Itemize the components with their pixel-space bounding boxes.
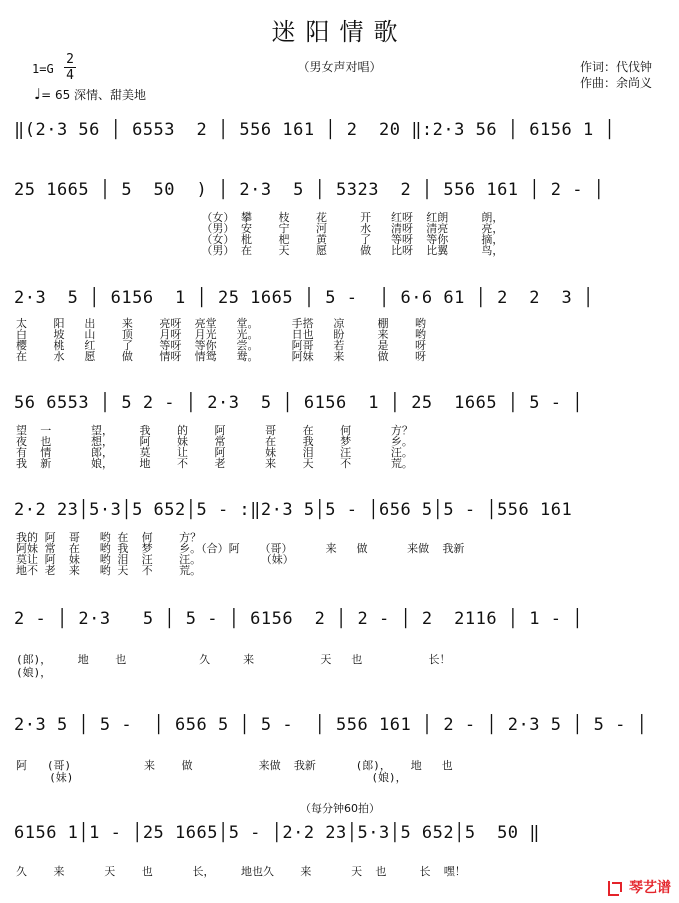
lyric-line: (娘)， — [16, 666, 52, 679]
time-signature — [64, 53, 76, 82]
tempo-marking — [34, 85, 146, 103]
notation-line: 56 6553 │ 5 2 - │ 2·3 5 │ 6156 1 │ 25 1665 │ 5 - │ — [14, 393, 583, 413]
song-title: 迷阳情歌 — [271, 18, 408, 46]
lyricist-credit: 作词：代伐钟 — [580, 60, 653, 74]
quarter-note-icon: ♩ — [34, 85, 42, 103]
tempo-change: （每分钟60拍） — [300, 802, 380, 815]
lyric-line: 太 阳 出 来 亮呀 亮堂 堂。 手搭 凉 棚 哟 — [16, 317, 427, 330]
notation-line: 2·3 5 │ 5 - │ 656 5 │ 5 - │ 556 161 │ 2 - │ 2·3 5 │ 5 - │ — [14, 715, 648, 735]
lyric-line: 我 新 娘， 地 不 老 来 天 不 荒。 — [16, 457, 413, 470]
time-signature-top: 2 — [66, 52, 74, 67]
notation-line: ‖(2·3 56 │ 6553 2 │ 556 161 │ 2 20 ‖:2·3 56 │ 6156 1 │ — [14, 120, 616, 140]
lyric-line: （女） 枇 杷 黄 了 等呀 等你 摘， — [16, 233, 504, 246]
site-logo — [606, 877, 671, 897]
logo-icon — [606, 879, 624, 897]
lyric-line: 阿妹 常 在 哟 我 梦 乡。（合）阿 （哥） 来 做 来做 我新 — [16, 542, 465, 555]
notation-line: 25 1665 │ 5 50 ) │ 2·3 5 │ 5323 2 │ 556 161 │ 2 - │ — [14, 180, 605, 200]
lyric-line: 望 一 望， 我 的 阿 哥 在 何 方？ — [16, 424, 413, 437]
notation-line: 2·3 5 │ 6156 1 │ 25 1665 │ 5 - │ 6·6 61 │ 2 2 3 │ — [14, 288, 594, 308]
lyric-line: 久 来 天 也 长， 地也久 来 天 也 长 嘿！ — [16, 865, 466, 878]
notation-line: 6156 1│1 - │25 1665│5 - │2·2 23│5·3│5 652│5 50 ‖ — [14, 823, 541, 843]
logo-text: 琴艺谱 — [629, 880, 671, 896]
lyric-line: （男） 在 天 愿 做 比呀 比翼 鸟， — [16, 244, 504, 257]
time-signature-bottom: 4 — [66, 68, 74, 83]
key-signature: 1=G — [32, 62, 54, 76]
lyric-line: 夜 也 想， 阿 妹 常 在 我 梦 乡。 — [16, 435, 413, 448]
lyric-line: 阿 (哥) 来 做 来做 我新 (郎)， 地 也 — [16, 759, 453, 772]
lyric-line: (妹) (娘)， — [16, 771, 407, 784]
lyric-line: 我的 阿 哥 哟 在 何 方？ — [16, 531, 202, 544]
lyric-line: (郎)， 地 也 久 来 天 也 长！ — [16, 653, 451, 666]
lyric-line: 在 水 愿 做 情呀 情鸳 鸯。 阿妹 来 做 呀 — [16, 350, 427, 363]
lyric-line: 莫让 阿 妹 哟 泪 汪 汪。 （妹） — [16, 553, 294, 566]
song-subtitle: （男女声对唱） — [297, 60, 382, 74]
notation-line: 2·2 23│5·3│5 652│5 - :‖2·3 5│5 - │656 5│5 - │556 161 — [14, 500, 573, 520]
composer-credit: 作曲：余尚义 — [580, 76, 653, 90]
lyric-line: 地不 老 来 哟 天 不 荒。 — [16, 564, 202, 577]
lyric-line: （男） 安 宁 河 水 清呀 清亮 亮， — [16, 222, 504, 235]
lyric-line: （女） 攀 枝 花 开 红呀 红朗 朗， — [16, 211, 504, 224]
lyric-line: 有 情 郎， 莫 让 阿 妹 泪 汪 汪。 — [16, 446, 413, 459]
notation-line: 2 - │ 2·3 5 │ 5 - │ 6156 2 │ 2 - │ 2 2116 │ 1 - │ — [14, 609, 583, 629]
lyric-line: 白 坡 山 顶 月呀 月光 光。 日也 盼 来 哟 — [16, 328, 427, 341]
tempo-text: = 65 深情、甜美地 — [41, 88, 147, 102]
lyric-line: 樱 桃 红 了 等呀 等你 尝。 阿哥 若 是 呀 — [16, 339, 427, 352]
